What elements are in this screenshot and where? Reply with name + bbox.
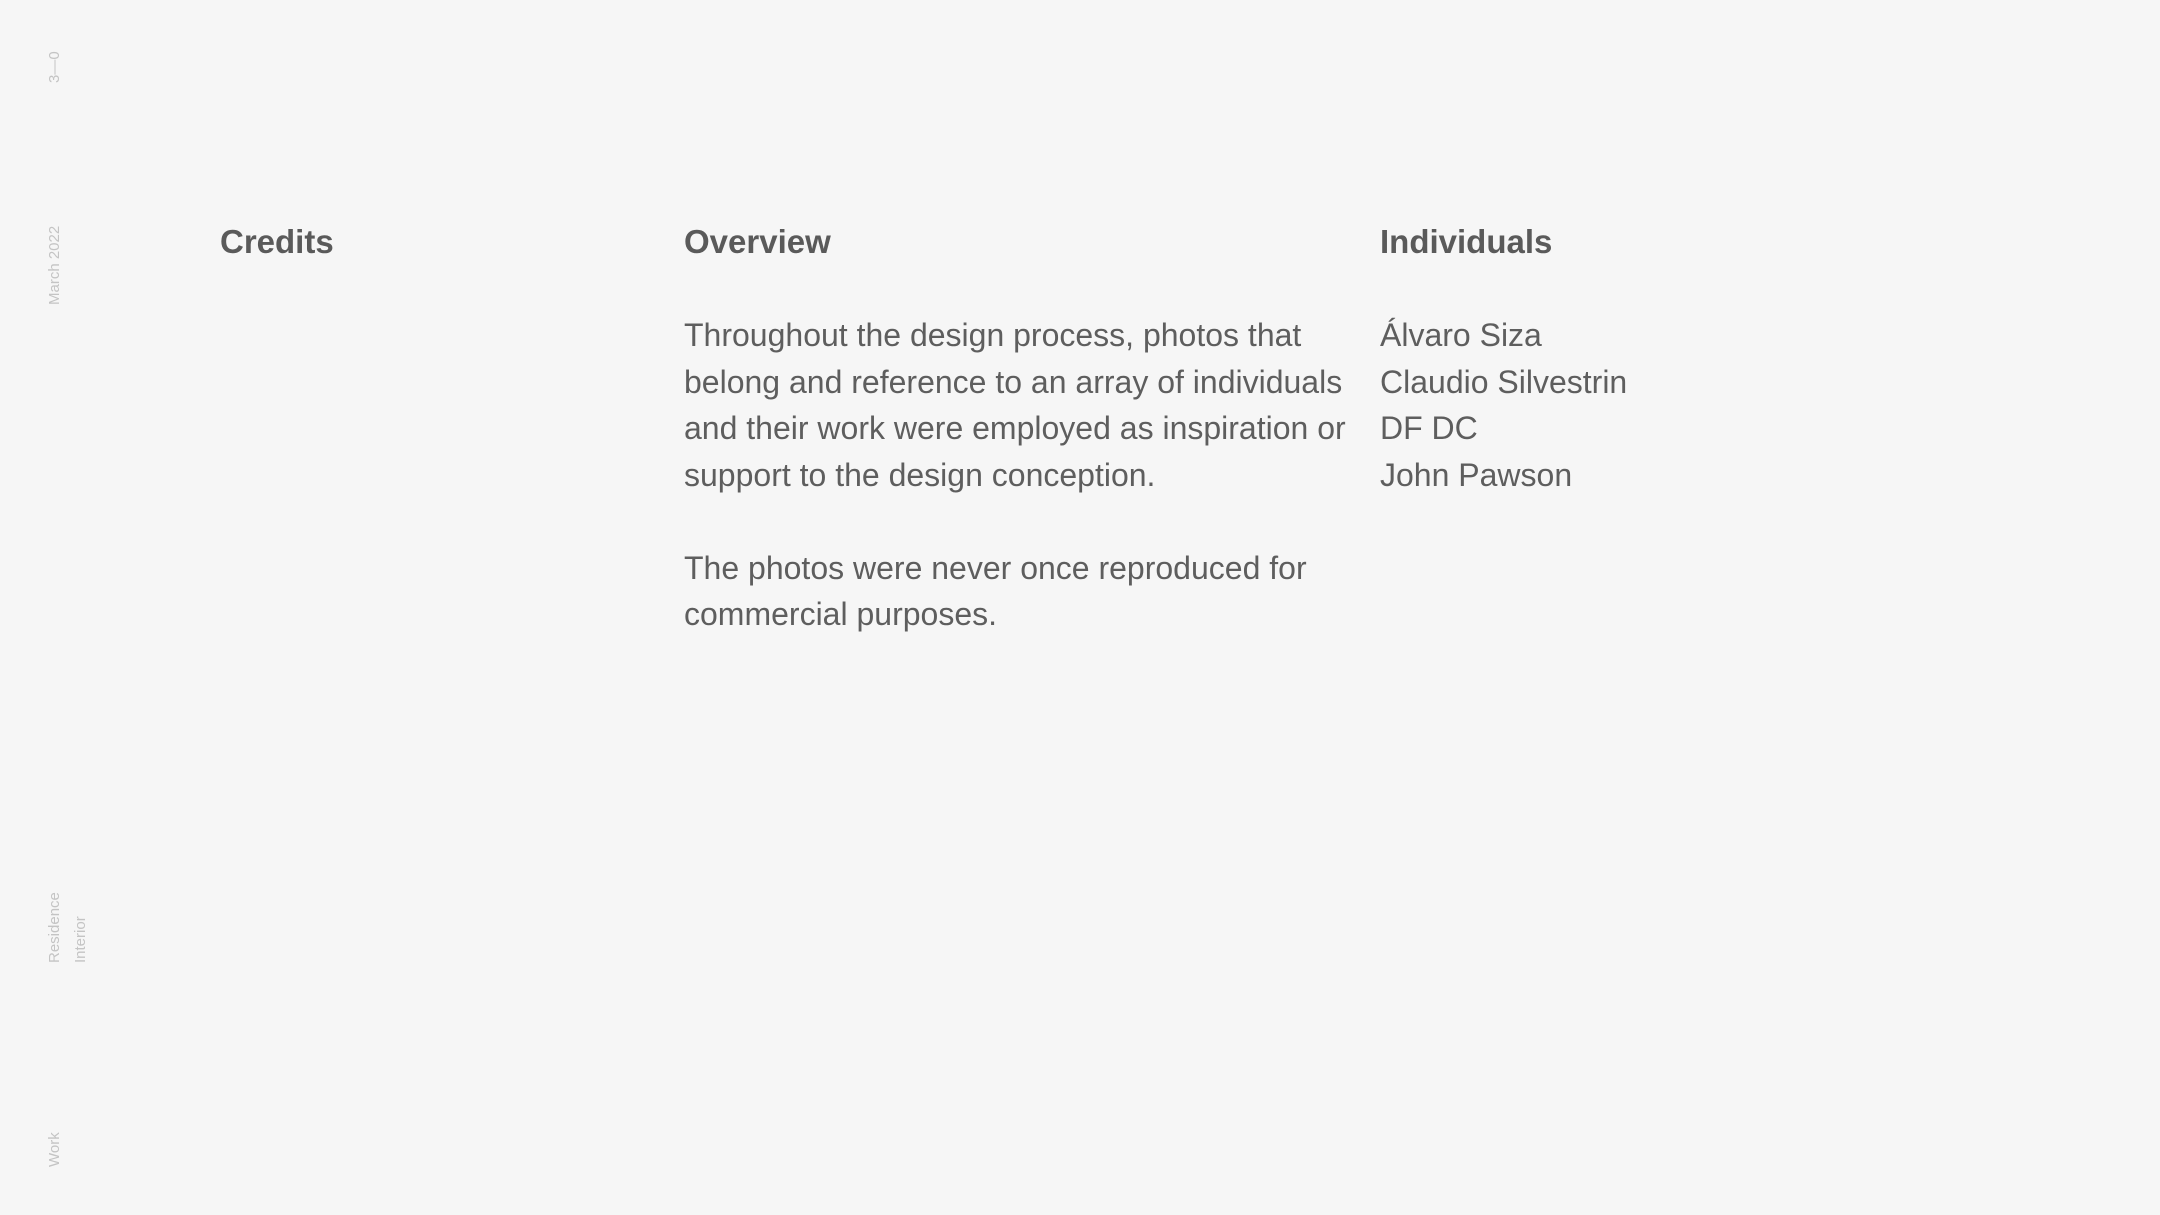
list-item: Claudio Silvestrin [1380,363,1628,400]
overview-heading: Overview [684,223,831,260]
page-number: 3—0 [46,51,63,83]
category-interior-label: Interior [72,916,89,963]
list-item: DF DC [1380,410,1478,446]
individuals-list [1380,312,1627,498]
category-residence-label: Residence [46,892,63,963]
list-item: Álvaro Siza [1380,317,1542,353]
list-item: John Pawson [1380,456,1573,493]
overview-paragraph: The photos were never once reproduced for commercial purposes. [684,549,1307,632]
overview-paragraph: Throughout the design process, photos that belong and reference to an array of individuals and their work were employed as inspiration or support to the design conception. [684,317,1346,493]
individuals-heading: Individuals [1380,223,1553,260]
overview-section [684,312,1364,638]
credits-heading: Credits [220,223,334,260]
section-label: Work [46,1132,63,1167]
date-label: March 2022 [46,225,63,305]
